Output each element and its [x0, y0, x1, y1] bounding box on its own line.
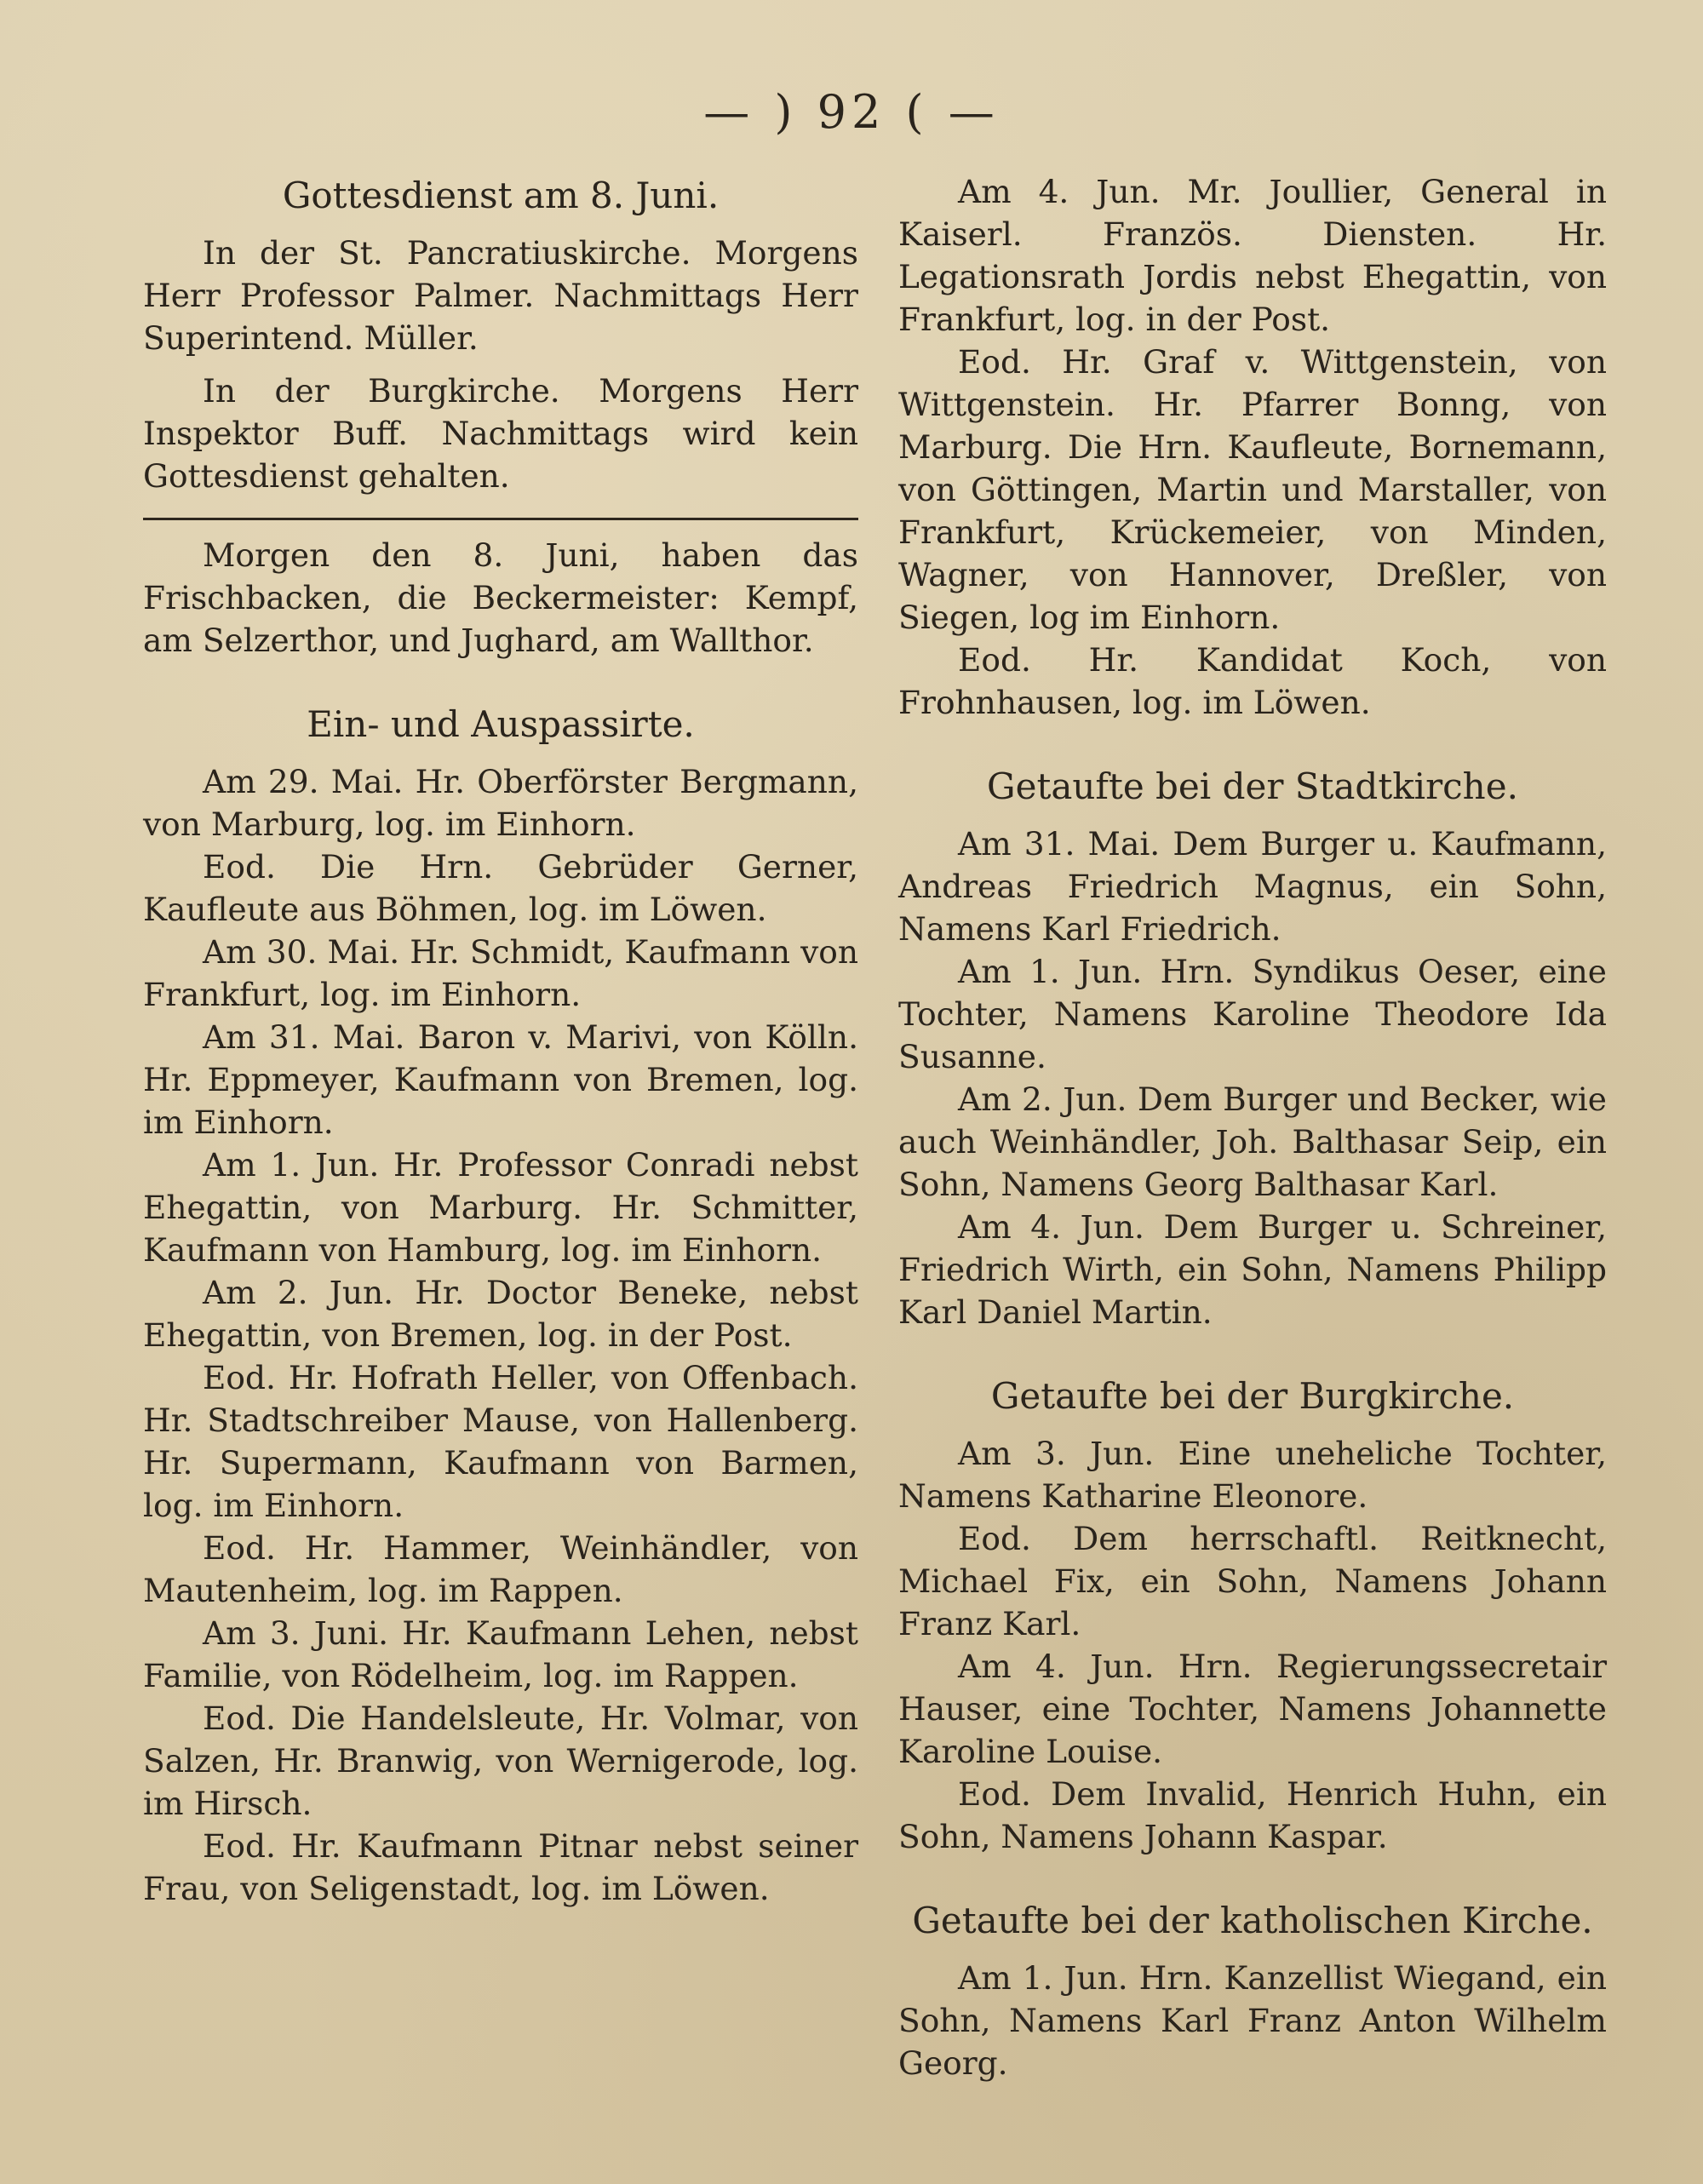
- baptism-entry: Am 4. Jun. Dem Burger u. Schreiner, Friedrich Wirth, ein Sohn, Namens Philipp Karl Daniel Martin.: [898, 1208, 1607, 1331]
- page-number: — ) 92 ( —: [703, 85, 1000, 139]
- traveller-entry: Eod. Hr. Hammer, Weinhändler, von Mautenheim, log. im Rappen.: [143, 1529, 858, 1609]
- traveller-entry: Eod. Hr. Kaufmann Pitnar nebst seiner Frau, von Seligenstadt, log. im Löwen.: [143, 1827, 858, 1907]
- baptism-entry: Am 2. Jun. Dem Burger und Becker, wie auch Weinhändler, Joh. Balthasar Seip, ein Sohn, Namens Georg Balthasar Karl.: [898, 1081, 1607, 1203]
- traveller-entry: Am 4. Jun. Mr. Joullier, General in Kaiserl. Französ. Diensten. Hr. Legationsrath Jordis nebst Ehegattin, von Frankfurt, log. in der Post.: [898, 173, 1607, 338]
- service-heading: Gottesdienst am 8. Juni.: [282, 175, 720, 216]
- baptism-entry: Am 4. Jun. Hrn. Regierungssecretair Hauser, eine Tochter, Namens Johannette Karoline Louise.: [898, 1648, 1607, 1770]
- baptism-entry: Am 1. Jun. Hrn. Kanzellist Wiegand, ein Sohn, Namens Karl Franz Anton Wilhelm Georg.: [898, 1959, 1607, 2082]
- right-column: [898, 170, 1607, 2084]
- traveller-entry: Eod. Die Handelsleute, Hr. Volmar, von Salzen, Hr. Branwig, von Wernigerode, log. im Hirsch.: [143, 1700, 858, 1822]
- baptism-entry: Eod. Dem herrschaftl. Reitknecht, Michael Fix, ein Sohn, Namens Johann Franz Karl.: [898, 1520, 1607, 1642]
- traveller-entry: Am 31. Mai. Baron v. Marivi, von Kölln. Hr. Eppmeyer, Kaufmann von Bremen, log. im Einhorn.: [143, 1018, 858, 1141]
- baptism-entry: Am 31. Mai. Dem Burger u. Kaufmann, Andreas Friedrich Magnus, ein Sohn, Namens Karl Friedrich.: [898, 825, 1607, 948]
- left-column: [143, 170, 858, 1910]
- traveller-entry: Eod. Hr. Hofrath Heller, von Offenbach. Hr. Stadtschreiber Mause, von Hallenberg. Hr. Supermann, Kaufmann von Barmen, log. im Einhorn.: [143, 1359, 858, 1524]
- baptisms-catholic-heading: Getaufte bei der katholischen Kirche.: [912, 1900, 1593, 1941]
- section-divider: [143, 518, 858, 520]
- traveller-entry: Am 30. Mai. Hr. Schmidt, Kaufmann von Frankfurt, log. im Einhorn.: [143, 933, 858, 1013]
- baptisms-stadtkirche-heading: Getaufte bei der Stadtkirche.: [987, 765, 1518, 807]
- baptism-entry: Am 3. Jun. Eine uneheliche Tochter, Namens Katharine Eleonore.: [898, 1435, 1607, 1515]
- traveller-entry: Am 1. Jun. Hr. Professor Conradi nebst Ehegattin, von Marburg. Hr. Schmitter, Kaufmann von Hamburg, log. im Einhorn.: [143, 1146, 858, 1269]
- service-paragraph: In der St. Pancratiuskirche. Morgens Herr Professor Palmer. Nachmittags Herr Superintend. Müller.: [143, 234, 858, 357]
- travellers-heading: Ein- und Auspassirte.: [307, 703, 695, 745]
- baptism-entry: Am 1. Jun. Hrn. Syndikus Oeser, eine Tochter, Namens Karoline Theodore Ida Susanne.: [898, 953, 1607, 1075]
- service-paragraph: In der Burgkirche. Morgens Herr Inspektor Buff. Nachmittags wird kein Gottesdienst gehalten.: [143, 372, 858, 495]
- traveller-entry: Am 3. Juni. Hr. Kaufmann Lehen, nebst Familie, von Rödelheim, log. im Rappen.: [143, 1614, 858, 1694]
- traveller-entry: Eod. Hr. Graf v. Wittgenstein, von Wittgenstein. Hr. Pfarrer Bonng, von Marburg. Die Hrn. Kaufleute, Bornemann, von Göttingen, Martin und Marstaller, von Frankfurt, Krückemeier, von Minden, Wagner, von Hannover, Dreßler, von Siegen, log im Einhorn.: [898, 343, 1607, 636]
- traveller-entry: Eod. Die Hrn. Gebrüder Gerner, Kaufleute aus Böhmen, log. im Löwen.: [143, 848, 858, 928]
- baking-notice: Morgen den 8. Juni, haben das Frischbacken, die Beckermeister: Kempf, am Selzerthor, und Jughard, am Wallthor.: [143, 536, 858, 659]
- baptism-entry: Eod. Dem Invalid, Henrich Huhn, ein Sohn, Namens Johann Kaspar.: [898, 1775, 1607, 1855]
- traveller-entry: Eod. Hr. Kandidat Koch, von Frohnhausen, log. im Löwen.: [898, 641, 1607, 721]
- traveller-entry: Am 29. Mai. Hr. Oberförster Bergmann, von Marburg, log. im Einhorn.: [143, 763, 858, 843]
- traveller-entry: Am 2. Jun. Hr. Doctor Beneke, nebst Ehegattin, von Bremen, log. in der Post.: [143, 1274, 858, 1354]
- baptisms-burgkirche-heading: Getaufte bei der Burgkirche.: [990, 1375, 1515, 1417]
